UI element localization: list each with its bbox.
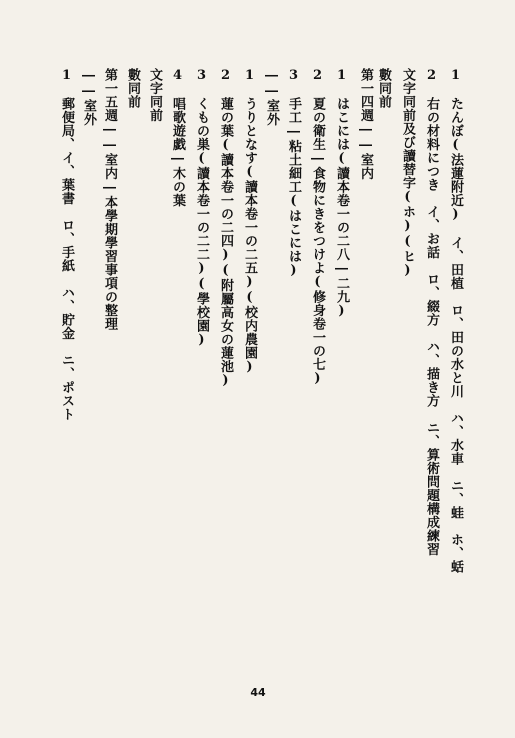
text-column: 數同前 (125, 68, 140, 109)
text-column: 2 右の材料につき イ、お話 ロ、綴方 ハ、描き方 ニ、算術問題構成練習 (424, 68, 439, 556)
text-column: 3 くもの巣(讀本卷一の二二)(學校園) (194, 68, 209, 348)
text-column: 1 たんぼ(法蓮附近) イ、田植 ロ、田の水と川 ハ、水車 ニ、蛙 ホ、蛞 (448, 68, 463, 574)
text-column: 2 蓮の葉(讀本卷一の二四)(附屬高女の蓮池) (218, 68, 233, 389)
page-number: 44 (250, 686, 266, 699)
section-heading: 第一四週――室内 (358, 68, 373, 180)
section-heading: 第一五週――室内―本學期學習事項の整理 (102, 68, 117, 331)
text-column: 2 夏の衛生―食物にきをつけよ(修身卷一の七) (310, 68, 325, 387)
section-heading: ――室外 (81, 68, 96, 126)
text-column: 文字同前及び讀替字(ホ)(ヒ) (400, 68, 415, 279)
text-column: 數同前 (376, 68, 391, 109)
text-column: 3 手工―粘土細工(はこには) (286, 68, 301, 279)
text-column: 4 唱歌遊戯―木の葉 (170, 68, 185, 207)
text-column: 文字同前 (147, 68, 162, 122)
text-column: 1 郵便局、イ、葉書 ロ、手紙 ハ、貯金 ニ、ポスト (59, 68, 74, 421)
text-column: 1 はこには(讀本卷一の二八―二九) (334, 68, 349, 319)
text-column: 1 うりとなす(讀本卷一の二五)(校内農園) (242, 68, 257, 375)
section-heading: ――室外 (264, 68, 279, 126)
